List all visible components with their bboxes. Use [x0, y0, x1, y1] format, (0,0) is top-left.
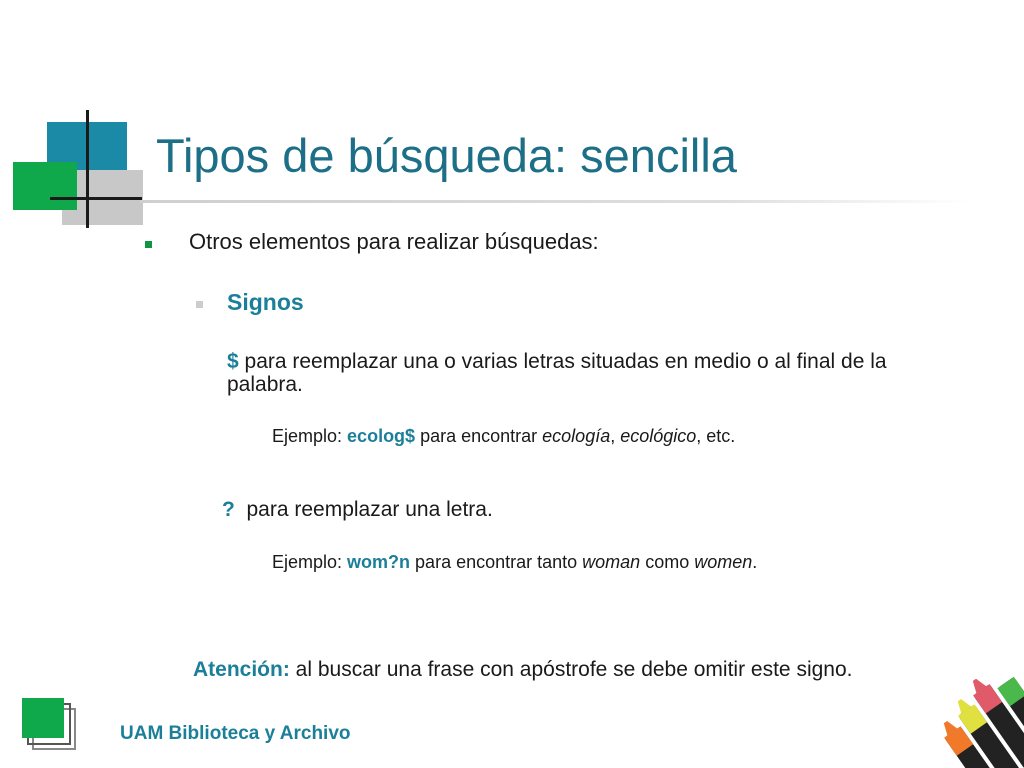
example-2-word2: women	[694, 552, 753, 572]
attention-note	[193, 658, 852, 682]
example-1-word1: ecología	[542, 426, 611, 446]
title-divider	[140, 200, 970, 203]
footer-logo-icon	[22, 698, 76, 750]
vertical-line	[86, 110, 89, 228]
markers-illustration-icon	[930, 670, 1024, 768]
example-2-middle: para encontrar tanto	[410, 552, 583, 572]
footer-logo-green	[22, 698, 64, 738]
question-symbol: ?	[222, 498, 235, 521]
dollar-symbol: $	[227, 350, 239, 373]
bullet-main: Otros elementos para realizar búsquedas:	[189, 229, 599, 254]
example-1-prefix: Ejemplo:	[272, 426, 348, 446]
example-1-term: ecolog$	[347, 426, 416, 446]
horizontal-line	[50, 197, 142, 200]
attention-text: al buscar una frase con apóstrofe se debe omitir este signo.	[289, 658, 853, 681]
sub-heading: Signos	[227, 289, 304, 315]
question-description	[222, 498, 493, 522]
example-1-suffix: , etc.	[696, 426, 736, 446]
example-2-term: wom?n	[347, 552, 411, 572]
bullet-square-icon	[145, 241, 152, 248]
example-2-word1: woman	[582, 552, 641, 572]
example-2-prefix: Ejemplo:	[272, 552, 348, 572]
footer-text: UAM Biblioteca y Archivo	[120, 723, 351, 744]
slide-title: Tipos de búsqueda: sencilla	[156, 129, 737, 182]
bullet-square-icon	[196, 301, 203, 308]
example-1-word2: ecológico	[620, 426, 697, 446]
dollar-text: para reemplazar una o varias letras situadas en medio o al final de la palabra.	[227, 350, 887, 396]
example-1	[272, 426, 735, 447]
attention-label: Atención:	[193, 658, 290, 681]
example-2-sep: como	[640, 552, 695, 572]
example-1-middle: para encontrar	[415, 426, 543, 446]
green-square	[13, 162, 77, 210]
logo-squares-icon	[0, 0, 160, 240]
dollar-description	[227, 350, 967, 396]
example-1-sep: ,	[610, 426, 621, 446]
question-text: para reemplazar una letra.	[234, 498, 493, 521]
example-2-suffix: .	[752, 552, 758, 572]
example-2	[272, 552, 757, 573]
